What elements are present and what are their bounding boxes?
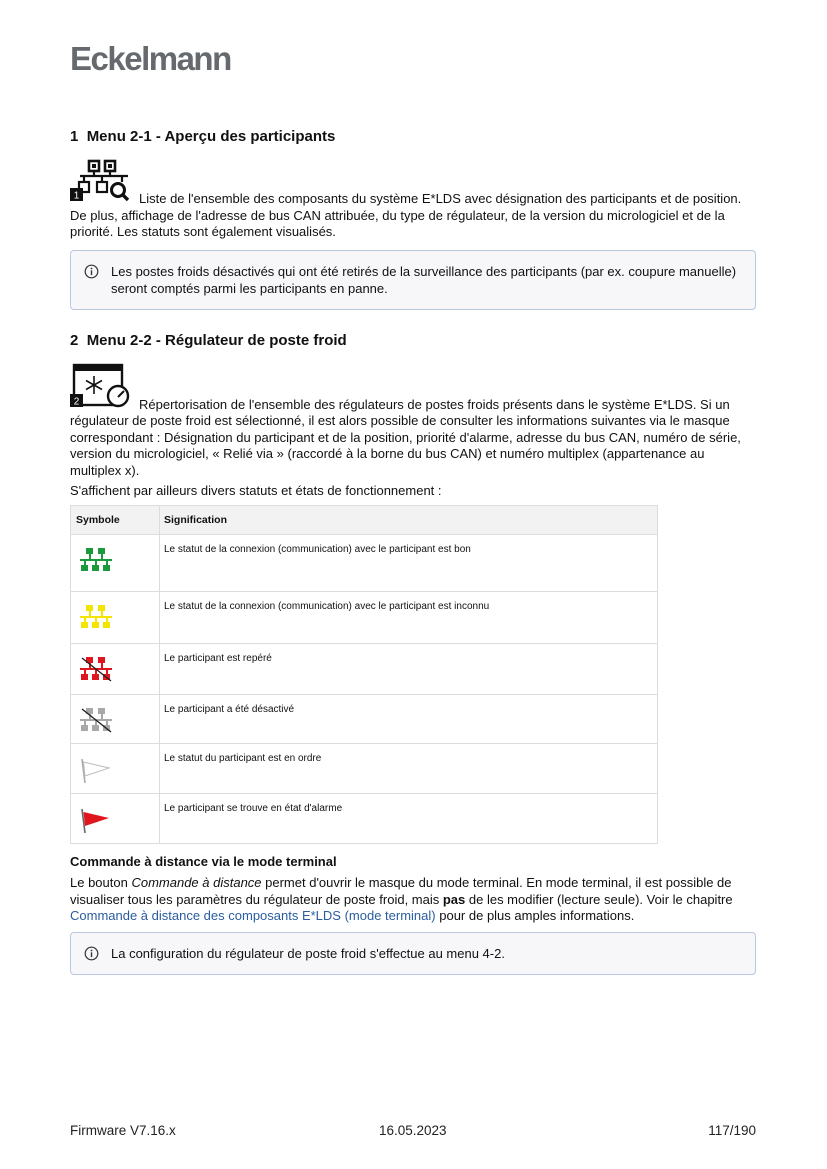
info-note-2: [70, 932, 756, 975]
section-2-title: Menu 2-2 - Régulateur de poste froid: [86, 331, 347, 349]
section-2-heading: [70, 332, 756, 349]
menu-icon-badge: 2: [73, 396, 80, 407]
status-legend-table: [70, 505, 658, 844]
table-row: [71, 793, 658, 843]
table-row: [71, 534, 658, 591]
info-icon: [84, 946, 99, 966]
section-2-intro: [70, 363, 756, 480]
remote-control-paragraph: [70, 875, 756, 925]
info-note-2-text: La configuration du régulateur de poste froid s'effectue au menu 4-2.: [111, 945, 505, 961]
footer-page-number: 117/190: [708, 1123, 756, 1138]
table-row: [71, 643, 658, 694]
footer-date: 16.05.2023: [379, 1123, 447, 1138]
remote-text-4: pour de plus amples informations.: [435, 908, 635, 923]
section-1-intro: [70, 159, 756, 241]
remote-text-emphasis: pas: [442, 891, 466, 907]
network-green-icon: [79, 547, 113, 573]
meaning-cell: Le statut de la connexion (communication) avec le participant est bon: [160, 534, 658, 591]
info-note-1: [70, 250, 756, 310]
symbol-cell: [71, 743, 160, 793]
section-2-intro-text: Répertorisation de l'ensemble des régulateurs de postes froids présents dans le système E*LDS. Si un régulateur de poste froid est sélectionné, il est alors possible de consulter les informations suivantes via le masque correspondant : Désignation du participant et de la position, priorité d'alarme, adresse du bus CAN, numéro de série, version du micrologiciel, « Relié via » (raccordé à la borne du bus CAN) et numéro multiplex (appartenance au multiplex x).: [70, 396, 741, 478]
symbol-cell: [71, 793, 160, 843]
table-header-row: [71, 505, 658, 534]
section-1-heading: [70, 128, 756, 145]
table-row: [71, 591, 658, 643]
info-note-1-text: Les postes froids désactivés qui ont été retirés de la surveillance des participants (par ex. coupure manuelle) seront comptés parmi les participants en panne.: [111, 263, 737, 296]
col-header-symbol: Symbole: [71, 505, 160, 534]
section-2-number: 2: [70, 331, 79, 349]
remote-command-button-name: Commande à distance: [131, 875, 262, 890]
remote-text-3: de les modifier (lecture seule). Voir le chapitre: [465, 891, 733, 907]
flag-white-icon: [79, 756, 113, 784]
terminal-mode-chapter-link[interactable]: Commande à distance des composants E*LDS (mode terminal): [70, 908, 436, 923]
symbol-cell: [71, 591, 160, 643]
symbol-cell: [71, 534, 160, 591]
col-header-meaning: Signification: [160, 505, 658, 534]
flag-red-icon: [79, 806, 113, 834]
remote-control-heading: Commande à distance via le mode terminal: [70, 853, 337, 869]
footer-firmware: Firmware V7.16.x: [70, 1123, 176, 1138]
symbol-cell: [71, 694, 160, 743]
meaning-cell: Le statut de la connexion (communication) avec le participant est inconnu: [160, 591, 658, 643]
section-1-title: Menu 2-1 - Aperçu des participants: [86, 128, 336, 145]
meaning-cell: Le statut du participant est en ordre: [160, 743, 658, 793]
table-row: [71, 694, 658, 743]
company-logo: Eckelmann: [70, 40, 231, 77]
participant-overview-icon: [70, 159, 136, 208]
table-row: [71, 743, 658, 793]
menu-icon-badge: 1: [73, 190, 80, 202]
meaning-cell: Le participant se trouve en état d'alarme: [160, 793, 658, 843]
remote-text-1: Le bouton: [70, 875, 132, 890]
info-icon: [84, 264, 99, 284]
network-red-crossed-icon: [79, 656, 113, 682]
section-1-number: 1: [70, 128, 79, 145]
refrigeration-controller-icon: [70, 363, 136, 414]
status-intro-text: S'affichent par ailleurs divers statuts et états de fonctionnement :: [70, 483, 442, 498]
meaning-cell: Le participant est repéré: [160, 643, 658, 694]
page-content: [70, 128, 756, 975]
symbol-cell: [71, 643, 160, 694]
network-gray-crossed-icon: [79, 707, 113, 733]
network-yellow-icon: [79, 604, 113, 630]
section-1-intro-text: Liste de l'ensemble des composants du système E*LDS avec désignation des participants et de position. De plus, affichage de l'adresse de bus CAN attribuée, du type de régulateur, de la version du micrologiciel et de la priorité. Les statuts sont également visualisés.: [70, 191, 742, 239]
meaning-cell: Le participant a été désactivé: [160, 694, 658, 743]
remote-text-2: permet d'ouvrir le masque du mode terminal. En mode terminal, il est possible de visualiser tous les paramètres du régulateur de poste froid, mais: [70, 875, 732, 907]
